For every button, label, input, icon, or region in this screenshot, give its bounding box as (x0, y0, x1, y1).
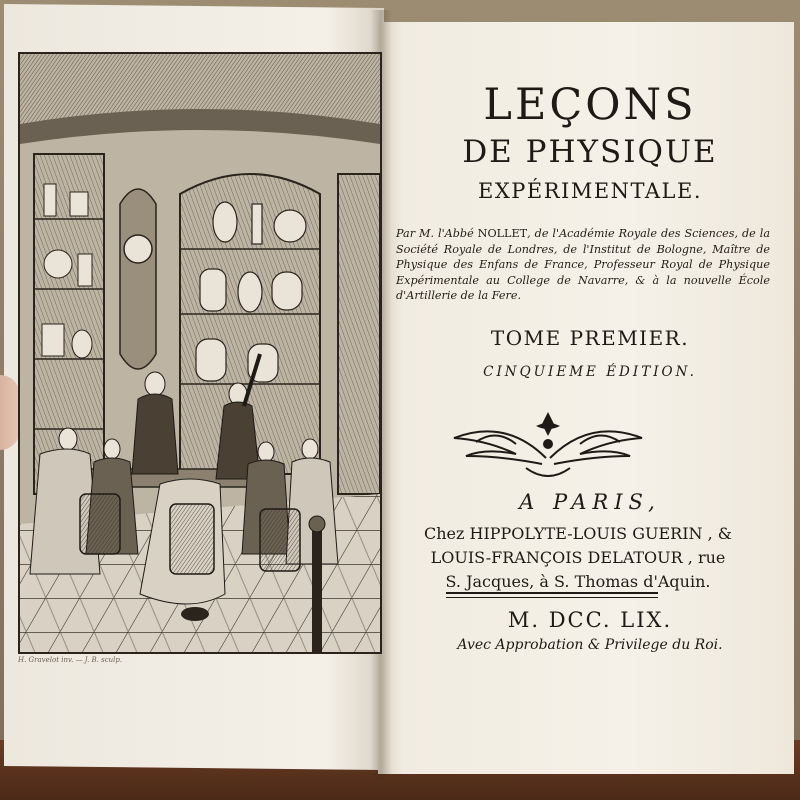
frontispiece-engraving (18, 52, 382, 654)
imprint-city: A PARIS, (519, 490, 661, 514)
volume-label: TOME PREMIER. (490, 326, 690, 350)
holding-thumb (0, 375, 20, 450)
publisher-line: LOUIS-FRANÇOIS DELATOUR , rue (430, 548, 726, 567)
engraver-credit: H. Gravelot inv. — J. B. sculp. (18, 656, 123, 664)
title-line-1: LEÇONS (483, 80, 697, 130)
author-affiliations: , de l'Académie Royale des Sciences, de la Société Royale de Londres, de l'Institut de Bologne, Maître de Physique des Enfans de France, Professeur Royal de Physique Expérimentale au College de Navarre, & à la nouvelle École d'Artillerie de la Fere. (396, 227, 770, 303)
publisher-block (398, 522, 758, 594)
publisher-line: S. Jacques, à S. Thomas d'Aquin. (445, 572, 711, 591)
privilege-statement: Avec Approbation & Privilege du Roi. (457, 637, 723, 653)
imprint-year: M. DCC. LIX. (507, 608, 673, 632)
author-name: NOLLET (477, 227, 528, 240)
title-line-2: DE PHYSIQUE (462, 134, 718, 170)
edition-label: CINQUIEME ÉDITION. (483, 364, 697, 380)
author-statement (396, 226, 770, 304)
double-rule-top (446, 592, 658, 594)
double-rule-bottom (446, 597, 658, 598)
printers-ornament-icon (446, 398, 650, 484)
author-prefix: Par M. l'Abbé (396, 227, 474, 240)
publisher-line: Chez HIPPOLYTE-LOUIS GUERIN , & (423, 524, 733, 543)
title-line-3: EXPÉRIMENTALE. (477, 179, 703, 203)
